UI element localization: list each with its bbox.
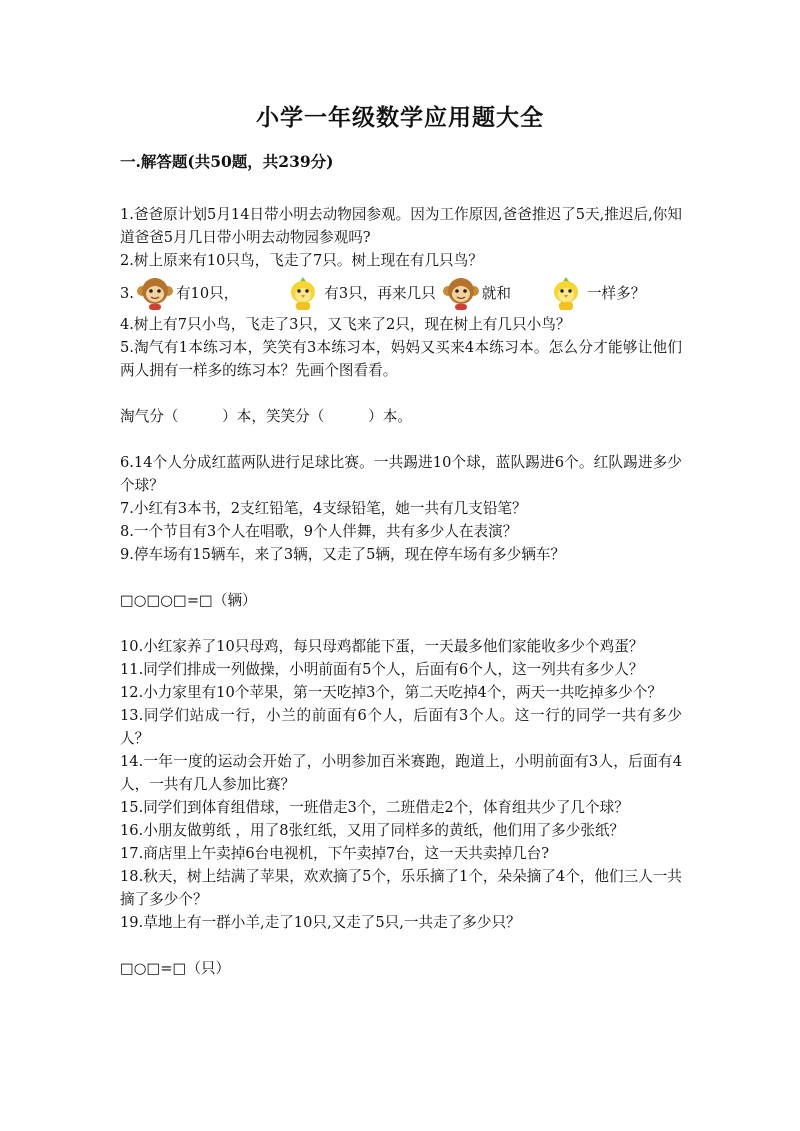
question-3-text-4: 一样多？ xyxy=(586,284,646,302)
question-15: 15.同学们到体育组借球，一班借走3个，二班借走2个，体育组共少了几个球？ xyxy=(120,799,629,816)
question-12: 12.小力家里有10个苹果，第一天吃掉3个，第二天吃掉4个，两天一共吃掉多少个？ xyxy=(120,684,662,701)
question-9-equation-line: □○□○□=□（辆） xyxy=(120,592,257,609)
question-11: 11.同学们排成一列做操，小明前面有5个人，后面有6个人，这一列共有多少人？ xyxy=(120,661,644,678)
question-19: 19.草地上有一群小羊,走了10只,又走了5只,一共走了多少只？ xyxy=(120,914,521,931)
question-4: 4.树上有7只小鸟，飞走了3只，又飞来了2只，现在树上有几只小鸟？ xyxy=(120,316,571,333)
question-3-text-1: 有10只， xyxy=(175,284,239,302)
chick-icon xyxy=(547,275,585,311)
question-19-equation-line: □○□=□（只） xyxy=(120,960,231,977)
question-2: 2.树上原来有10只鸟，飞走了7只。树上现在有几只鸟？ xyxy=(120,252,483,269)
question-7: 7.小红有3本书，2支红铅笔，4支绿铅笔，她一共有几支铅笔？ xyxy=(120,500,527,517)
question-10: 10.小红家养了10只母鸡，每只母鸡都能下蛋，一天最多他们家能收多少个鸡蛋？ xyxy=(120,638,644,655)
question-6: 6.14个人分成红蓝两队进行足球比赛。一共踢进10个球，蓝队踢进6个。红队踢进多少个球？ xyxy=(120,454,682,494)
monkey-icon xyxy=(442,275,480,311)
question-8: 8.一个节目有3个人在唱歌，9个人伴舞，共有多少人在表演？ xyxy=(120,523,518,540)
question-18: 18.秋天，树上结满了苹果，欢欢摘了5个，乐乐摘了1个，朵朵摘了4个，他们三人一共摘了多少个？ xyxy=(120,868,682,908)
question-14: 14.一年一度的运动会开始了，小明参加百米赛跑，跑道上，小明前面有3人，后面有4人，一共有几人参加比赛？ xyxy=(120,753,682,793)
monkey-icon xyxy=(136,275,174,311)
question-17: 17.商店里上午卖掉6台电视机，下午卖掉7台，这一天共卖掉几台? xyxy=(120,845,550,862)
question-3-text-3: 就和 xyxy=(481,284,511,302)
question-5: 5.淘气有1本练习本，笑笑有3本练习本，妈妈又买来4本练习本。怎么分才能够让他们两人拥有一样多的练习本？先画个图看看。 xyxy=(120,339,682,379)
question-3-number: 3. xyxy=(120,284,134,302)
question-list xyxy=(120,180,682,980)
question-1: 1.爸爸原计划5月14日带小明去动物园参观。因为工作原因,爸爸推迟了5天,推迟后,你知道爸爸5月几日带小明去动物园参观吗? xyxy=(120,206,682,246)
question-9: 9.停车场有15辆车，来了3辆，又走了5辆，现在停车场有多少辆车？ xyxy=(120,546,566,563)
question-5-answer-line: 淘气分（ ）本，笑笑分（ ）本。 xyxy=(120,408,412,425)
chick-icon xyxy=(284,275,322,311)
section-heading: 一.解答题(共50题，共239分) xyxy=(120,152,334,171)
question-16: 16.小朋友做剪纸 ，用了8张红纸，又用了同样多的黄纸，他们用了多少张纸？ xyxy=(120,822,625,839)
question-3 xyxy=(120,274,682,312)
question-13: 13.同学们站成一行，小兰的前面有6个人，后面有3个人。这一行的同学一共有多少人？ xyxy=(120,707,682,747)
question-3-text-2: 有3只，再来几只 xyxy=(324,284,436,302)
page-title: 小学一年级数学应用题大全 xyxy=(256,104,544,131)
